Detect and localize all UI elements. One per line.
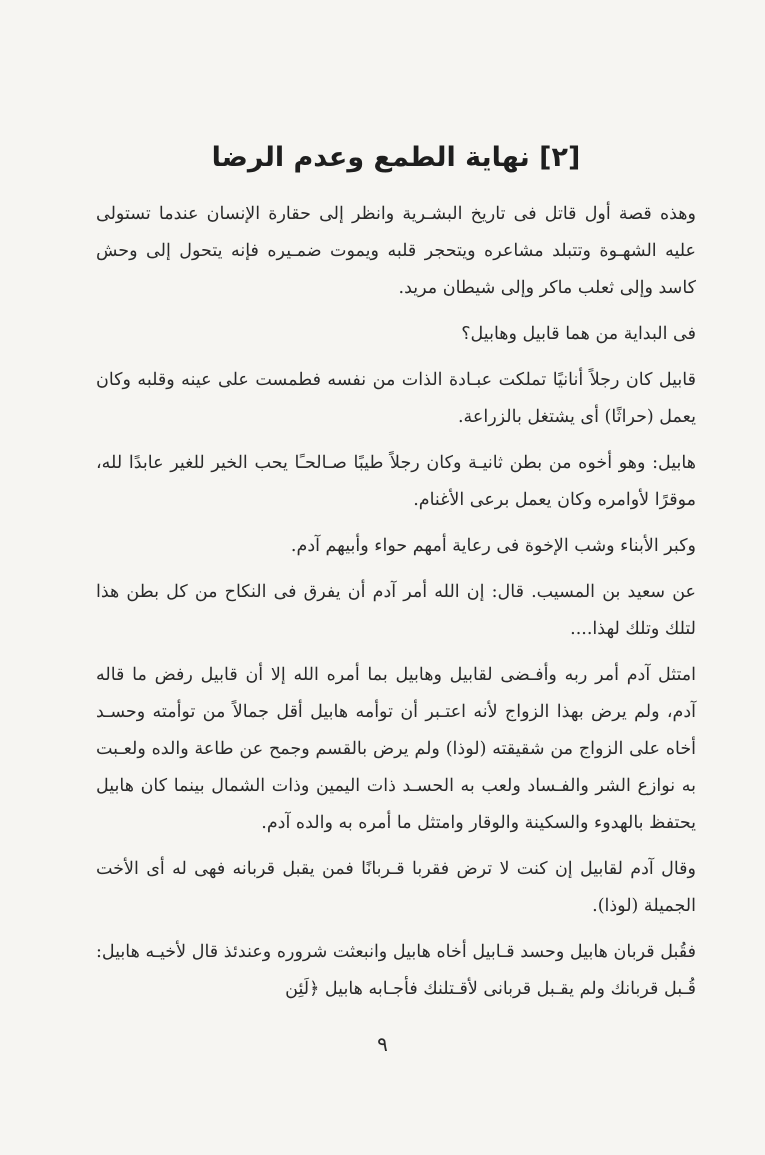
paragraph-2: فى البداية من هما قابيل وهابيل؟	[461, 324, 696, 344]
page-content	[96, 136, 696, 1017]
paragraph-1: وهذه قصة أول قاتل فى تاريخ البشـرية وانظر إلى حقارة الإنسان عندما تستولى عليه الشهـوة وتتبلد مشاعره ويتحجر قلبه ويموت ضمـيره فإنه يتحول إلى وحش كاسد وإلى ثعلب ماكر وإلى شيطان مريد.	[96, 204, 696, 298]
chapter-title: [٢] نهاية الطمع وعدم الرضا	[211, 142, 581, 173]
paragraph-8: وقال آدم لقابيل إن كنت لا ترض فقربا قـربانًا فمن يقبل قربانه فهى له أى الأخت الجميلة (لوذا).	[96, 859, 696, 916]
paragraph-7: امتثل آدم أمر ربه وأفـضى لقابيل وهابيل بما أمره الله إلا أن قابيل رفض ما قاله آدم، ولم يرض بهذا الزواج لأنه اعتـبر أن توأمه هابيل أقل جمالاً من توأمته وحسـد أخاه على الزواج من شقيقته (لوذا) ولم يرض بالقسم وجمح عن طاعة والده ولعـبت به نوازع الشر والفـساد ولعب به الحسـد ذات اليمين وذات الشمال بينما كان هابيل يحتفظ بالهدوء والسكينة والوقار وامتثل ما أمره به والده آدم.	[96, 665, 696, 833]
paragraph-3: قابيل كان رجلاً أنانيًا تملكت عبـادة الذات من نفسه فطمست على عينه وقلبه وكان يعمل (حراثًا) أى يشتغل بالزراعة.	[96, 370, 696, 427]
paragraph-9: فقُبل قربان هابيل وحسد قـابيل أخاه هابيل وانبعثت شروره وعندئذ قال لأخيـه هابيل: قُـبل قربانك ولم يقـبل قربانى لأقـتلنك فأجـابه هابيل ﴿لَئِن	[96, 942, 696, 999]
paragraph-4: هابيل: وهو أخوه من بطن ثانيـة وكان رجلاً طيبًا صـالحـًا يحب الخير للغير عابدًا لله، موقرًا لأوامره وكان يعمل برعى الأغنام.	[96, 453, 696, 510]
paragraph-5: وكبر الأبناء وشب الإخوة فى رعاية أمهم حواء وأبيهم آدم.	[290, 536, 696, 556]
page-number: ٩	[377, 1032, 388, 1056]
paragraph-6: عن سعيد بن المسيب. قال: إن الله أمر آدم أن يفرق فى النكاح من كل بطن هذا لتلك وتلك لهذا....	[96, 582, 696, 639]
